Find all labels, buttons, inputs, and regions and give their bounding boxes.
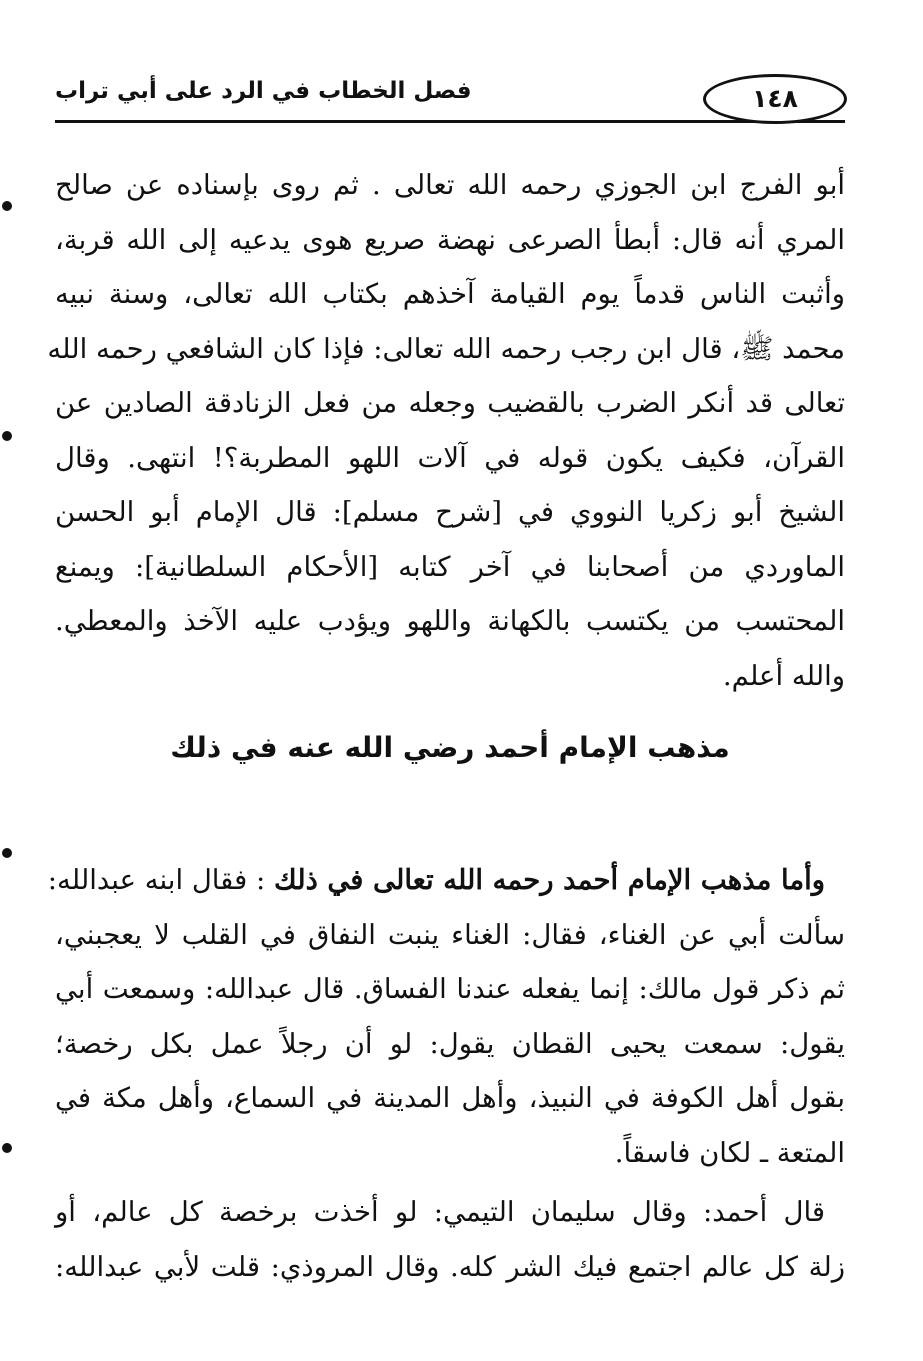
page-header	[55, 64, 845, 124]
text-line: الشيخ أبو زكريا النووي في [شرح مسلم]: قال الإمام أبو الحسن	[55, 496, 845, 528]
margin-mark-1	[2, 201, 12, 211]
paragraph-3	[55, 1185, 845, 1294]
text-line: ثم ذكر قول مالك: إنما يفعله عندنا الفساق. قال عبدالله: وسمعت أبي	[55, 973, 845, 1005]
text-line: المتعة ـ لكان فاسقاً.	[614, 1136, 845, 1169]
text-line: أبو الفرج ابن الجوزي رحمه الله تعالى . ثم روى بإسناده عن صالح	[55, 169, 845, 201]
text-line: المحتسب من يكتسب بالكهانة واللهو ويؤدب عليه الآخذ والمعطي.	[55, 605, 845, 637]
text-line: يقول: سمعت يحيى القطان يقول: لو أن رجلاً عمل بكل رخصة؛	[55, 1027, 845, 1060]
text-line: وأثبت الناس قدماً يوم القيامة آخذهم بكتاب الله تعالى، وسنة نبيه	[55, 278, 845, 310]
margin-mark-3	[2, 848, 12, 858]
text-line: المري أنه قال: أبطأ الصرعى نهضة صريع هوى يدعيه إلى الله قربة،	[55, 223, 845, 256]
text-line: قال أحمد: وقال سليمان التيمي: لو أخذت برخصة كل عالم، أو	[55, 1196, 825, 1228]
margin-mark-4	[2, 1143, 12, 1153]
text-line: والله أعلم.	[722, 659, 845, 692]
text-line: تعالى قد أنكر الضرب بالقضيب وجعله من فعل الزنادقة الصادين عن	[55, 387, 845, 419]
margin-mark-2	[2, 431, 12, 441]
bold-lead-phrase: وأما مذهب الإمام أحمد رحمه الله تعالى في ذلك	[274, 864, 825, 896]
text-line: سألت أبي عن الغناء، فقال: الغناء ينبت النفاق في القلب لا يعجبني،	[55, 918, 845, 951]
lead-continuation: : فقال ابنه عبدالله:	[47, 864, 266, 896]
text-line: بقول أهل الكوفة في النبيذ، وأهل المدينة في السماع، وأهل مكة في	[55, 1082, 845, 1114]
text-line: محمد ﷺ، قال ابن رجب رحمه الله تعالى: فإذا كان الشافعي رحمه الله	[47, 332, 845, 365]
running-title: فصل الخطاب في الرد على أبي تراب	[55, 78, 472, 104]
paragraph-2	[47, 853, 845, 1180]
text-line-first	[47, 853, 845, 908]
page-number: ١٤٨	[703, 74, 847, 124]
text-line: القرآن، فكيف يكون قوله في آلات اللهو المطربة؟! انتهى. وقال	[55, 441, 845, 474]
text-line: زلة كل عالم اجتمع فيك الشر كله. وقال المروذي: قلت لأبي عبدالله:	[55, 1250, 845, 1283]
paragraph-1	[47, 158, 845, 703]
section-heading: مذهب الإمام أحمد رضي الله عنه في ذلك	[170, 731, 730, 764]
header-rule	[55, 120, 845, 123]
text-line: الماوردي من أصحابنا في آخر كتابه [الأحكام السلطانية]: ويمنع	[55, 550, 845, 583]
